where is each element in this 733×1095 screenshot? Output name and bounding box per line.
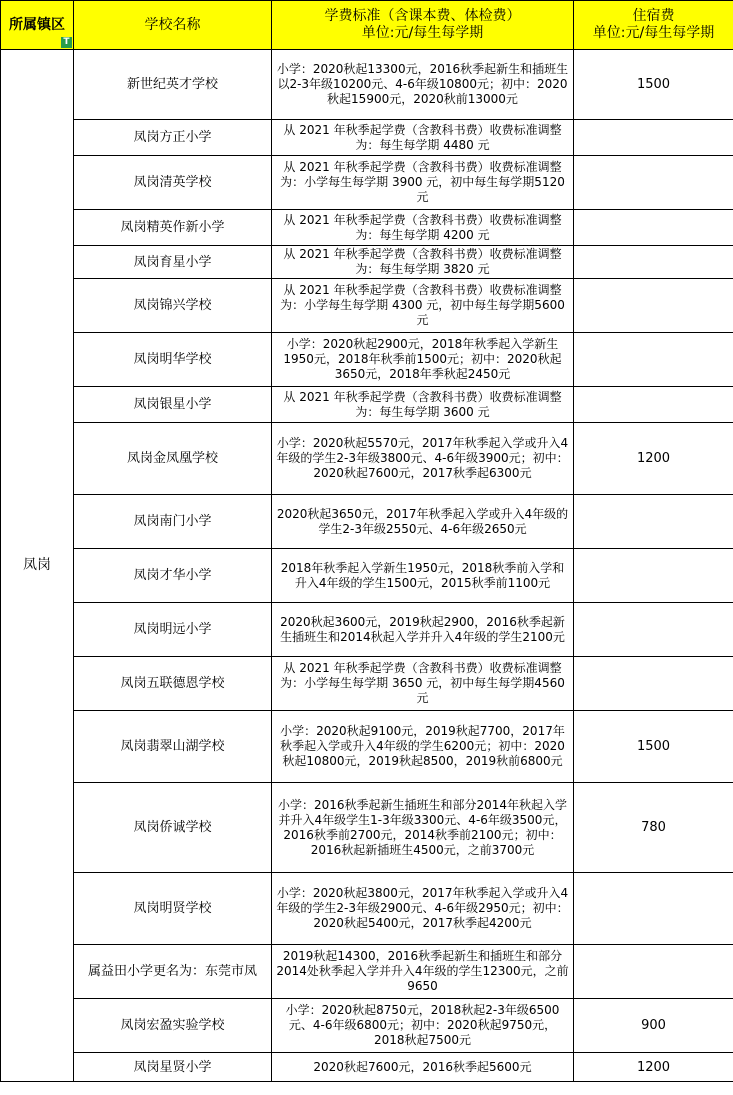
school-name-cell[interactable]: 凤岗南门小学 (74, 495, 272, 549)
school-name-cell[interactable]: 新世纪英才学校 (74, 50, 272, 120)
tuition-cell[interactable]: 小学：2020秋起9100元，2019秋起7700，2017年秋季起入学或升入4年级的学生6200元；初中：2020秋起10800元，2019秋起8500，2019秋前6800元 (272, 711, 574, 783)
school-name-cell[interactable]: 凤岗方正小学 (74, 120, 272, 156)
boarding-fee-cell[interactable]: 1500 (574, 711, 733, 783)
table-row (1, 423, 733, 495)
school-name-cell[interactable]: 凤岗星贤小学 (74, 1053, 272, 1082)
boarding-fee-cell[interactable] (574, 603, 733, 657)
table-row (1, 210, 733, 246)
tuition-cell[interactable]: 从 2021 年秋季起学费（含教科书费）收费标准调整为：每生每学期 3600 元 (272, 387, 574, 423)
tuition-cell[interactable]: 从 2021 年秋季起学费（含教科书费）收费标准调整为：小学每生每学期 3900 元，初中每生每学期5120 元 (272, 156, 574, 210)
school-name-cell[interactable]: 属益田小学更名为：东莞市凤 (74, 945, 272, 999)
school-name-cell[interactable]: 凤岗五联德恩学校 (74, 657, 272, 711)
district-cell[interactable]: 凤岗 (1, 50, 74, 1082)
boarding-fee-cell[interactable] (574, 333, 733, 387)
school-name-cell[interactable]: 凤岗精英作新小学 (74, 210, 272, 246)
boarding-fee-cell[interactable] (574, 387, 733, 423)
tuition-cell[interactable]: 从 2021 年秋季起学费（含教科书费）收费标准调整为：小学每生每学期 4300 元，初中每生每学期5600 元 (272, 279, 574, 333)
table-row (1, 711, 733, 783)
tuition-cell[interactable]: 小学：2020秋起2900元，2018年秋季起入学新生1950元，2018年秋季前1500元；初中：2020秋起3650元，2018年季秋起2450元 (272, 333, 574, 387)
boarding-fee-cell[interactable] (574, 657, 733, 711)
tuition-cell[interactable]: 2020秋起3600元，2019秋起2900，2016秋季起新生插班生和2014秋起入学并升入4年级的学生2100元 (272, 603, 574, 657)
tuition-cell[interactable]: 小学：2020秋起3800元，2017年秋季起入学或升入4年级的学生2-3年级2900元、4-6年级2950元；初中：2020秋起5400元，2017秋季起4200元 (272, 873, 574, 945)
boarding-fee-cell[interactable]: 1200 (574, 423, 733, 495)
school-name-cell[interactable]: 凤岗明贤学校 (74, 873, 272, 945)
table-row (1, 945, 733, 999)
header-school[interactable]: 学校名称 (74, 1, 272, 50)
table-row (1, 999, 733, 1053)
boarding-fee-cell[interactable] (574, 156, 733, 210)
boarding-fee-cell[interactable] (574, 945, 733, 999)
school-name-cell[interactable]: 凤岗明远小学 (74, 603, 272, 657)
header-boarding[interactable] (574, 1, 733, 50)
tuition-cell[interactable]: 2018年秋季起入学新生1950元，2018秋季前入学和升入4年级的学生1500元，2015秋季前1100元 (272, 549, 574, 603)
header-district-label: 所属镇区 (9, 16, 65, 33)
tuition-cell[interactable]: 2020秋起3650元，2017年秋季起入学或升入4年级的学生2-3年级2550元、4-6年级2650元 (272, 495, 574, 549)
boarding-fee-cell[interactable]: 780 (574, 783, 733, 873)
header-row (1, 1, 733, 50)
table-row (1, 603, 733, 657)
boarding-fee-cell[interactable]: 900 (574, 999, 733, 1053)
table-row (1, 246, 733, 279)
school-name-cell[interactable]: 凤岗金凤凰学校 (74, 423, 272, 495)
tuition-cell[interactable]: 从 2021 年秋季起学费（含教科书费）收费标准调整为：每生每学期 3820 元 (272, 246, 574, 279)
boarding-fee-cell[interactable] (574, 873, 733, 945)
school-name-cell[interactable]: 凤岗翡翠山湖学校 (74, 711, 272, 783)
table-row (1, 549, 733, 603)
tuition-cell[interactable]: 小学：2020秋起8750元，2018秋起2-3年级6500元、4-6年级6800元；初中：2020秋起9750元，2018秋起7500元 (272, 999, 574, 1053)
table-row (1, 657, 733, 711)
tuition-cell[interactable]: 小学：2020秋起13300元，2016秋季起新生和插班生以2-3年级10200元、4-6年级10800元；初中：2020秋起15900元，2020秋前13000元 (272, 50, 574, 120)
tuition-cell[interactable]: 从 2021 年秋季起学费（含教科书费）收费标准调整为：每生每学期 4480 元 (272, 120, 574, 156)
header-boarding-line2: 单位:元/每生每学期 (592, 25, 715, 41)
filter-icon[interactable]: T (61, 37, 72, 48)
table-row (1, 495, 733, 549)
table-row (1, 387, 733, 423)
boarding-fee-cell[interactable] (574, 279, 733, 333)
table-row (1, 50, 733, 120)
table-row (1, 120, 733, 156)
school-name-cell[interactable]: 凤岗宏盈实验学校 (74, 999, 272, 1053)
header-district[interactable] (1, 1, 74, 50)
boarding-fee-cell[interactable] (574, 495, 733, 549)
boarding-fee-cell[interactable] (574, 549, 733, 603)
boarding-fee-cell[interactable] (574, 210, 733, 246)
boarding-fee-cell[interactable]: 1500 (574, 50, 733, 120)
school-name-cell[interactable]: 凤岗银星小学 (74, 387, 272, 423)
tuition-cell[interactable]: 从 2021 年秋季起学费（含教科书费）收费标准调整为：每生每学期 4200 元 (272, 210, 574, 246)
table-row (1, 333, 733, 387)
table-row (1, 873, 733, 945)
header-tuition[interactable] (272, 1, 574, 50)
header-boarding-line1: 住宿费 (632, 8, 675, 24)
table-row (1, 1053, 733, 1082)
tuition-cell[interactable]: 从 2021 年秋季起学费（含教科书费）收费标准调整为：小学每生每学期 3650 元，初中每生每学期4560 元 (272, 657, 574, 711)
tuition-cell[interactable]: 小学：2016秋季起新生插班生和部分2014年秋起入学并升入4年级学生1-3年级3300元、4-6年级3500元，2016秋季前2700元，2014秋季前2100元；初中：2016秋起新插班生4500元，之前3700元 (272, 783, 574, 873)
school-name-cell[interactable]: 凤岗侨诚学校 (74, 783, 272, 873)
header-tuition-line1: 学费标准（含课本费、体检费） (324, 8, 521, 24)
school-name-cell[interactable]: 凤岗才华小学 (74, 549, 272, 603)
table-row (1, 783, 733, 873)
tuition-cell[interactable]: 2020秋起7600元，2016秋季起5600元 (272, 1053, 574, 1082)
boarding-fee-cell[interactable] (574, 120, 733, 156)
table-header (1, 1, 733, 50)
school-name-cell[interactable]: 凤岗明华学校 (74, 333, 272, 387)
tuition-cell[interactable]: 2019秋起14300，2016秋季起新生和插班生和部分2014处秋季起入学并升入4年级的学生12300元，之前9650 (272, 945, 574, 999)
tuition-cell[interactable]: 小学：2020秋起5570元，2017年秋季起入学或升入4年级的学生2-3年级3800元、4-6年级3900元；初中：2020秋起7600元，2017秋季起6300元 (272, 423, 574, 495)
header-tuition-line2: 单位:元/每生每学期 (361, 25, 484, 41)
boarding-fee-cell[interactable] (574, 246, 733, 279)
boarding-fee-cell[interactable]: 1200 (574, 1053, 733, 1082)
school-name-cell[interactable]: 凤岗锦兴学校 (74, 279, 272, 333)
table-body (1, 50, 733, 1082)
table-row (1, 279, 733, 333)
school-name-cell[interactable]: 凤岗育星小学 (74, 246, 272, 279)
school-name-cell[interactable]: 凤岗清英学校 (74, 156, 272, 210)
table-row (1, 156, 733, 210)
